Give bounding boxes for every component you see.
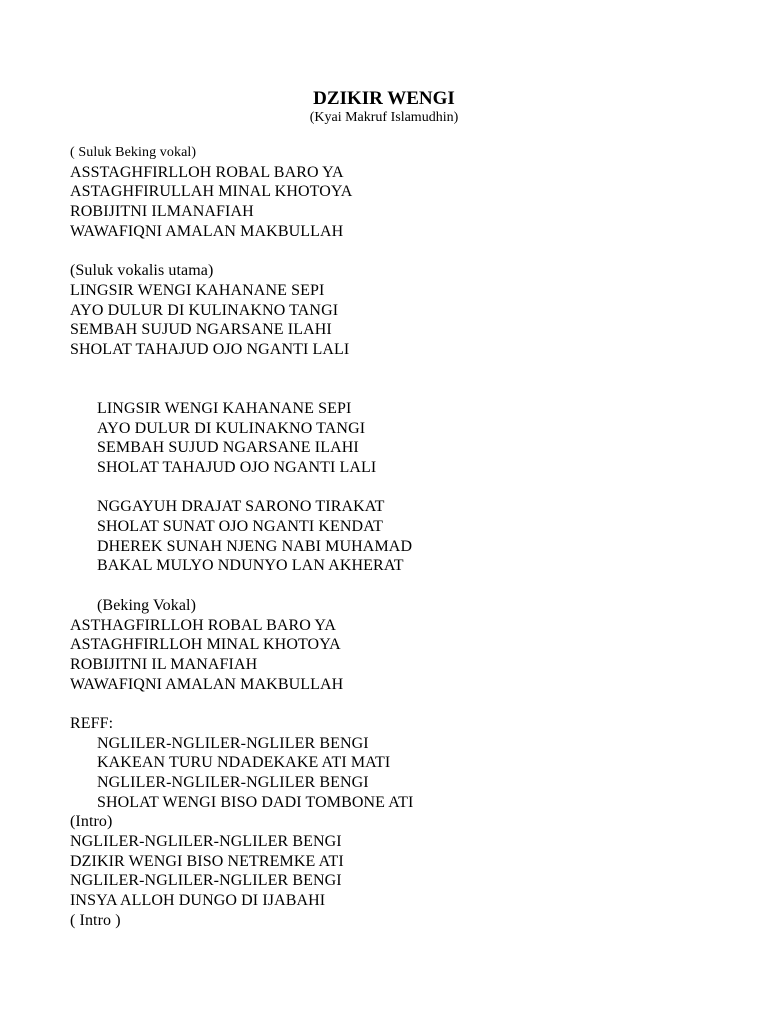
- lyric-line: (Beking Vokal): [97, 596, 197, 614]
- lyric-line: NGGAYUH DRAJAT SARONO TIRAKAT: [97, 498, 385, 516]
- lyric-line: DZIKIR WENGI BISO NETREMKE ATI: [70, 852, 344, 870]
- blank-line: [70, 478, 730, 498]
- lyric-line: ASTAGHFIRLLOH MINAL KHOTOYA: [70, 636, 341, 654]
- lyric-line: SHOLAT SUNAT OJO NGANTI KENDAT: [97, 518, 383, 536]
- lyric-line: ROBIJITNI IL MANAFIAH: [70, 655, 258, 673]
- lyric-line: WAWAFIQNI AMALAN MAKBULLAH: [70, 675, 344, 693]
- lyric-line: ASSTAGHFIRLLOH ROBAL BARO YA: [70, 163, 344, 181]
- lyric-line: (Suluk vokalis utama): [70, 262, 214, 280]
- lyric-line: LINGSIR WENGI KAHANANE SEPI: [97, 399, 352, 417]
- lyric-line: NGLILER-NGLILER-NGLILER BENGI: [70, 872, 342, 890]
- lyric-line: ( Intro ): [70, 911, 121, 929]
- lyric-line: SHOLAT WENGI BISO DADI TOMBONE ATI: [97, 793, 414, 811]
- lyric-line: BAKAL MULYO NDUNYO LAN AKHERAT: [97, 557, 404, 575]
- blank-line: [70, 694, 730, 714]
- document-title: DZIKIR WENGI: [313, 88, 455, 109]
- lyric-line: ASTAGHFIRULLAH MINAL KHOTOYA: [70, 183, 353, 201]
- lyric-line: NGLILER-NGLILER-NGLILER BENGI: [97, 734, 369, 752]
- lyric-line: SEMBAH SUJUD NGARSANE ILAHI: [97, 439, 359, 457]
- lyric-line: DHEREK SUNAH NJENG NABI MUHAMAD: [97, 537, 413, 555]
- lyric-line: (Intro): [70, 813, 113, 831]
- lyric-line: ASTHAGFIRLLOH ROBAL BARO YA: [70, 616, 336, 634]
- lyric-line: ( Suluk Beking vokal): [70, 145, 197, 160]
- lyric-line: NGLILER-NGLILER-NGLILER BENGI: [97, 774, 369, 791]
- blank-line: [70, 379, 730, 399]
- lyric-line: LINGSIR WENGI KAHANANE SEPI: [70, 281, 325, 299]
- blank-line: [70, 241, 730, 261]
- blank-line: [70, 576, 730, 596]
- lyric-line: ROBIJITNI ILMANAFIAH: [70, 203, 254, 221]
- lyric-line: REFF:: [70, 714, 114, 732]
- lyric-line: SHOLAT TAHAJUD OJO NGANTI LALI: [70, 340, 350, 358]
- lyric-line: NGLILER-NGLILER-NGLILER BENGI: [70, 833, 342, 851]
- lyric-line: SHOLAT TAHAJUD OJO NGANTI LALI: [97, 459, 377, 476]
- lyric-line: AYO DULUR DI KULINAKNO TANGI: [97, 419, 366, 437]
- lyric-line: INSYA ALLOH DUNGO DI IJABAHI: [70, 892, 326, 910]
- lyric-line: KAKEAN TURU NDADEKAKE ATI MATI: [97, 754, 391, 772]
- lyric-line: SEMBAH SUJUD NGARSANE ILAHI: [70, 321, 332, 339]
- blank-line: [70, 360, 730, 380]
- lyric-line: AYO DULUR DI KULINAKNO TANGI: [70, 301, 339, 319]
- lyrics-body: [70, 143, 730, 931]
- lyric-line: WAWAFIQNI AMALAN MAKBULLAH: [70, 222, 344, 240]
- document-subtitle: (Kyai Makruf Islamudhin): [309, 110, 459, 125]
